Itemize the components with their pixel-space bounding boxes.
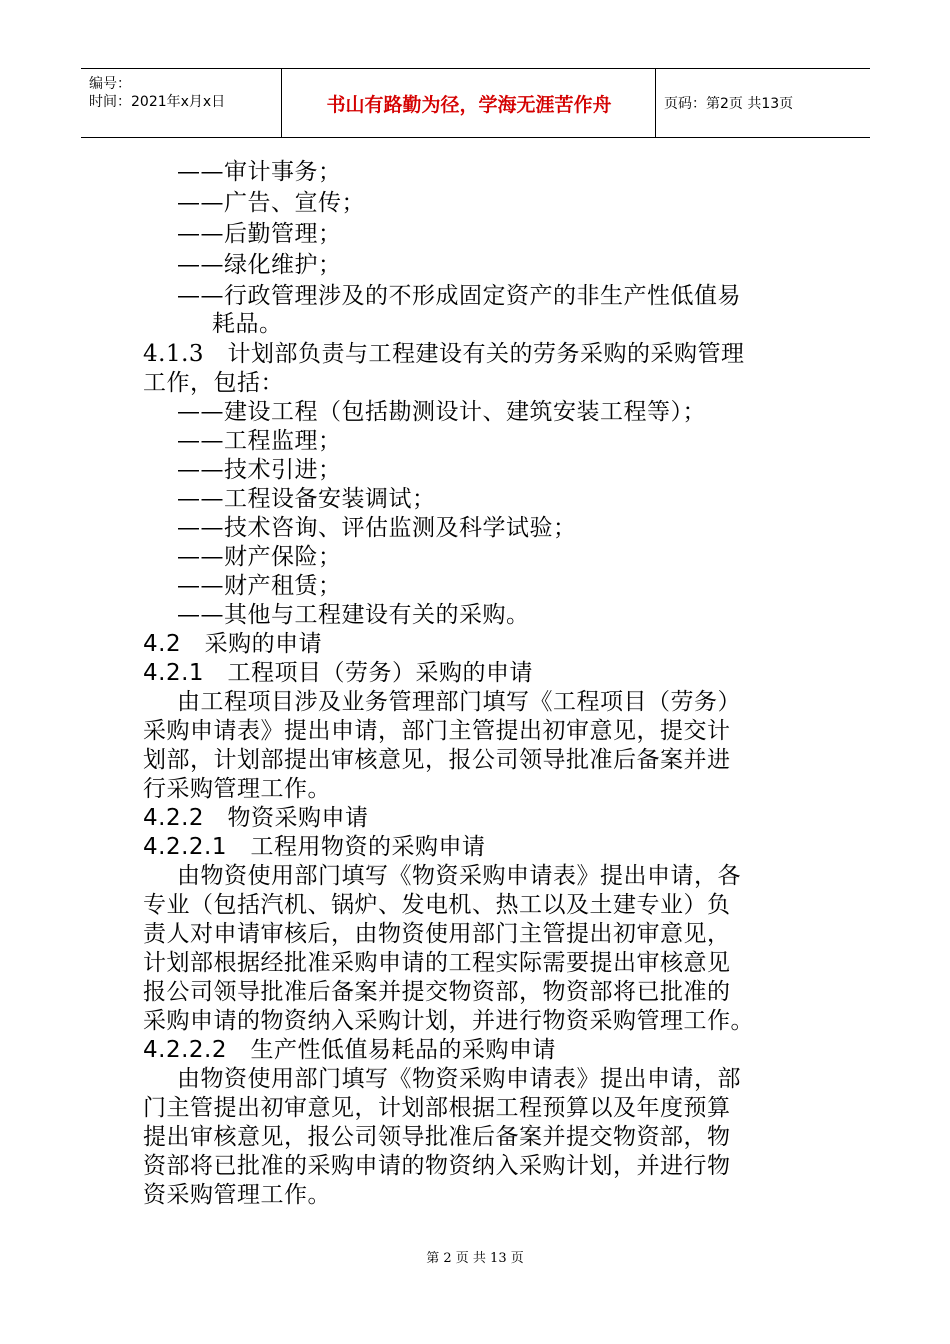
body-paragraph: 采购申请表》提出申请，部门主管提出初审意见，提交计 xyxy=(143,718,731,744)
list-item: ——后勤管理； xyxy=(177,221,342,247)
header-divider xyxy=(655,69,656,137)
body-paragraph: 行采购管理工作。 xyxy=(143,776,331,802)
list-item: ——绿化维护； xyxy=(177,252,342,278)
body-paragraph: 采购申请的物资纳入采购计划，并进行物资采购管理工作。 xyxy=(143,1008,754,1034)
body-paragraph: 计划部根据经批准采购申请的工程实际需要提出审核意见 xyxy=(143,950,731,976)
header-divider xyxy=(281,69,282,137)
list-item: ——建设工程（包括勘测设计、建筑安装工程等）； xyxy=(177,399,706,425)
document-header xyxy=(81,68,870,138)
page-footer: 第 2 页 共 13 页 xyxy=(426,1251,524,1266)
list-item: ——技术咨询、评估监测及科学试验； xyxy=(177,515,577,541)
list-item: ——财产保险； xyxy=(177,544,342,570)
body-paragraph: 资部将已批准的采购申请的物资纳入采购计划，并进行物 xyxy=(143,1153,731,1179)
body-paragraph: 由物资使用部门填写《物资采购申请表》提出申请，各 xyxy=(177,863,741,889)
list-item: ——行政管理涉及的不形成固定资产的非生产性低值易 xyxy=(177,283,741,309)
body-paragraph: 门主管提出初审意见，计划部根据工程预算以及年度预算 xyxy=(143,1095,731,1121)
section-heading: 4.2.1 工程项目（劳务）采购的申请 xyxy=(143,660,534,686)
body-paragraph: 报公司领导批准后备案并提交物资部，物资部将已批准的 xyxy=(143,979,731,1005)
section-heading: 4.2.2 物资采购申请 xyxy=(143,805,369,831)
list-item: ——工程设备安装调试； xyxy=(177,486,436,512)
section-paragraph: 工作，包括： xyxy=(143,370,284,396)
header-motto: 书山有路勤为径，学海无涯苦作舟 xyxy=(326,93,612,116)
header-meta-cell xyxy=(81,69,281,137)
section-heading: 4.2.2.1 工程用物资的采购申请 xyxy=(143,834,486,860)
serial-number-label: 编号： xyxy=(89,76,131,92)
list-item-continuation: 耗品。 xyxy=(212,311,283,337)
list-item: ——财产租赁； xyxy=(177,573,342,599)
body-paragraph: 专业（包括汽机、锅炉、发电机、热工以及土建专业）负 xyxy=(143,892,731,918)
section-heading: 4.2 采购的申请 xyxy=(143,631,323,657)
date-label: 时间：2021年x月x日 xyxy=(89,94,226,110)
body-paragraph: 资采购管理工作。 xyxy=(143,1182,331,1208)
list-item: ——审计事务； xyxy=(177,159,342,185)
body-paragraph: 提出审核意见，报公司领导批准后备案并提交物资部，物 xyxy=(143,1124,731,1150)
body-paragraph: 由工程项目涉及业务管理部门填写《工程项目（劳务） xyxy=(177,689,741,715)
list-item: ——其他与工程建设有关的采购。 xyxy=(177,602,530,628)
section-heading: 4.2.2.2 生产性低值易耗品的采购申请 xyxy=(143,1037,556,1063)
list-item: ——技术引进； xyxy=(177,457,342,483)
body-paragraph: 划部，计划部提出审核意见，报公司领导批准后备案并进 xyxy=(143,747,731,773)
body-paragraph: 由物资使用部门填写《物资采购申请表》提出申请，部 xyxy=(177,1066,741,1092)
section-paragraph: 4.1.3 计划部负责与工程建设有关的劳务采购的采购管理 xyxy=(143,341,745,367)
list-item: ——广告、宣传； xyxy=(177,190,365,216)
header-page-info: 页码：第2页 共13页 xyxy=(664,96,794,112)
list-item: ——工程监理； xyxy=(177,428,342,454)
body-paragraph: 责人对申请审核后，由物资使用部门主管提出初审意见， xyxy=(143,921,731,947)
